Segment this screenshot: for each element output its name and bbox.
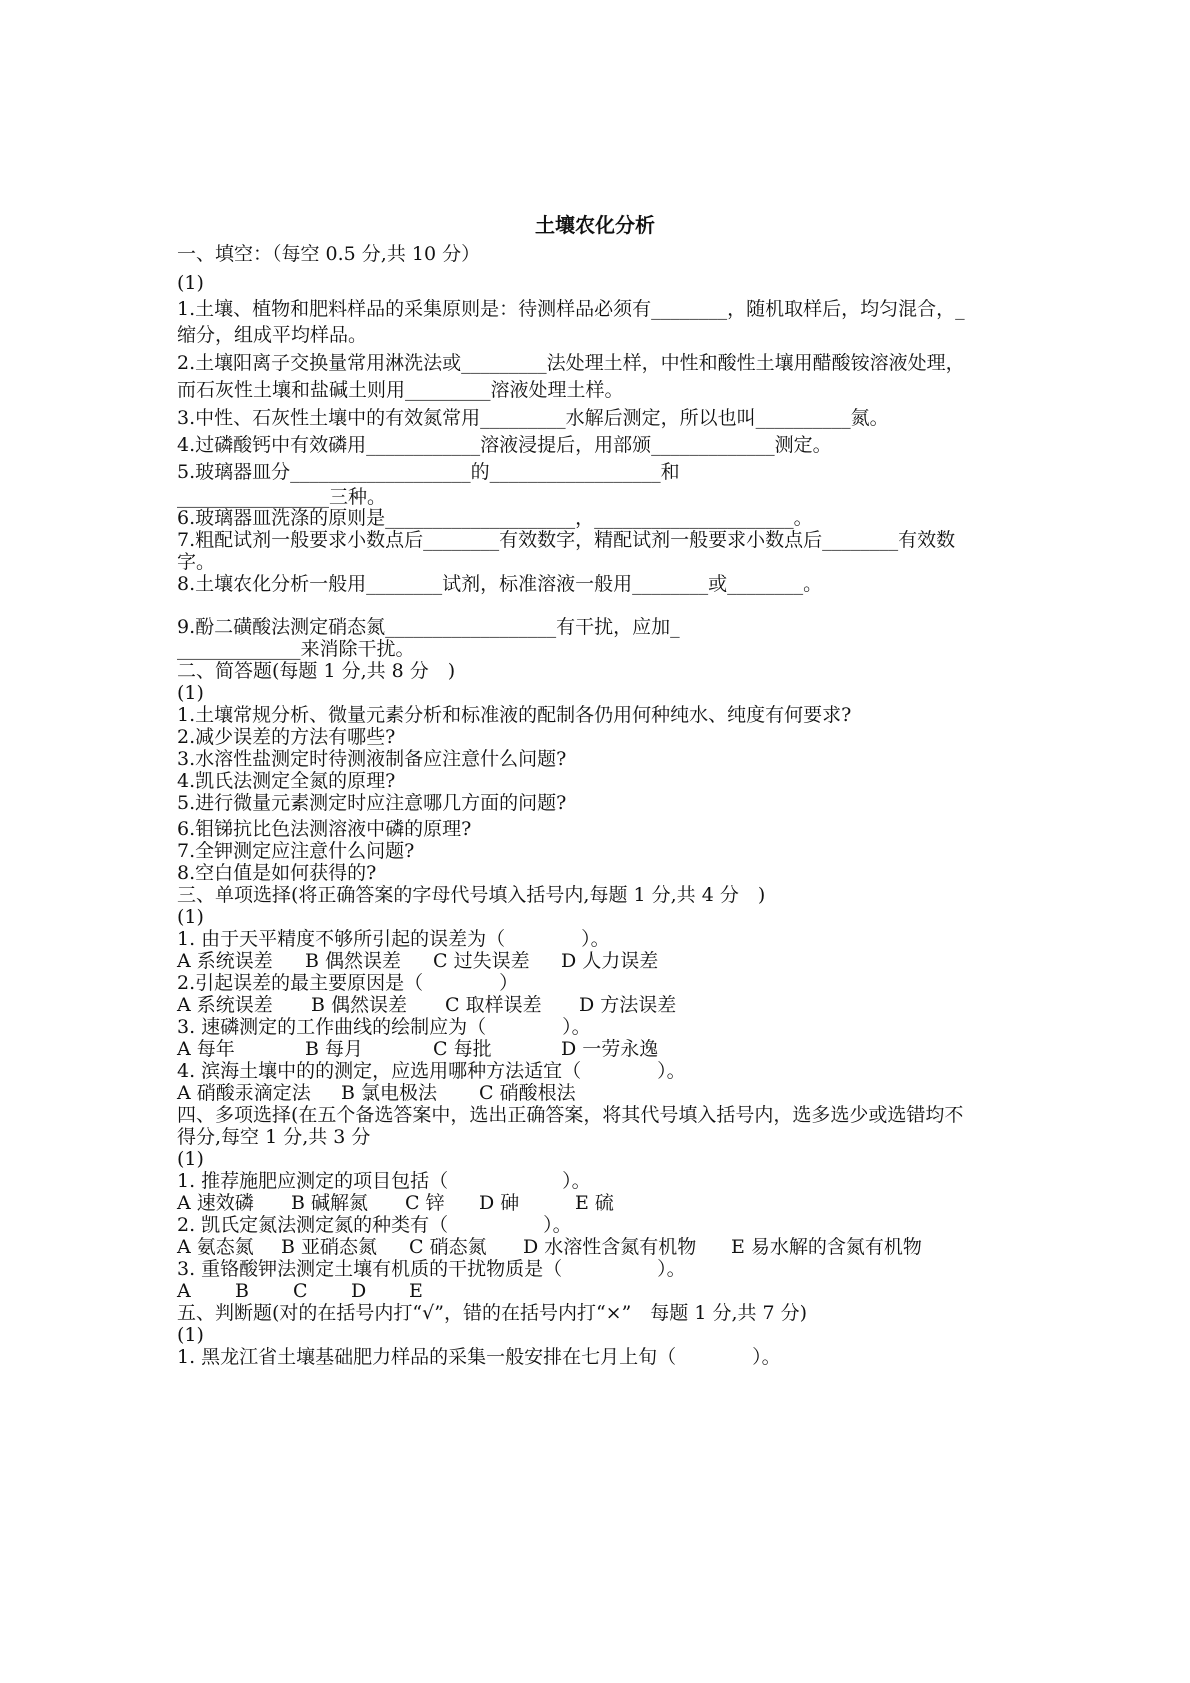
single-question: 4. 滨海土壤中的的测定，应选用哪种方法适宜（ ）。 bbox=[177, 1060, 686, 1082]
option: A 硝酸汞滴定法 bbox=[177, 1082, 311, 1104]
option: E bbox=[409, 1280, 423, 1302]
short-question: 1.土壤常规分析、微量元素分析和标准液的配制各仍用何种纯水、纯度有何要求? bbox=[177, 704, 852, 726]
option: D 方法误差 bbox=[579, 994, 677, 1016]
fill-line: 7.粗配试剂一般要求小数点后________有效数字，精配试剂一般要求小数点后________有效数 bbox=[177, 529, 956, 551]
single-options bbox=[177, 1037, 1027, 1061]
option: A 氨态氮 bbox=[177, 1236, 254, 1258]
fill-line: ________________三种。 bbox=[177, 486, 387, 508]
fill-line: 3.中性、石灰性土壤中的有效氮常用_________水解后测定，所以也叫__________氮。 bbox=[177, 407, 889, 429]
option: B bbox=[235, 1280, 249, 1302]
single-question: 3. 速磷测定的工作曲线的绘制应为（ ）。 bbox=[177, 1016, 591, 1038]
single-question: 2.引起误差的最主要原因是（ ） bbox=[177, 972, 519, 994]
fill-line: 字。 bbox=[177, 551, 216, 573]
single-question: 1. 由于天平精度不够所引起的误差为（ ）。 bbox=[177, 928, 610, 950]
option: B 偶然误差 bbox=[311, 994, 408, 1016]
option: C bbox=[293, 1280, 308, 1302]
option: D 砷 bbox=[479, 1192, 520, 1214]
option: A 每年 bbox=[177, 1038, 235, 1060]
section-heading-fill: 一、填空：（每空 0.5 分,共 10 分） bbox=[177, 243, 481, 265]
option: C 每批 bbox=[433, 1038, 492, 1060]
option: A bbox=[177, 1280, 191, 1302]
fill-line: 而石灰性土壤和盐碱土则用_________溶液处理土样。 bbox=[177, 379, 624, 401]
option: A 系统误差 bbox=[177, 950, 273, 972]
section-sub: (1) bbox=[177, 682, 204, 704]
multi-question: 3. 重铬酸钾法测定土壤有机质的干扰物质是（ ）。 bbox=[177, 1258, 686, 1280]
option: C 硝态氮 bbox=[409, 1236, 487, 1258]
short-question: 7.全钾测定应注意什么问题? bbox=[177, 840, 415, 862]
option: E 硫 bbox=[575, 1192, 614, 1214]
option: C 过失误差 bbox=[433, 950, 530, 972]
option: D 一劳永逸 bbox=[561, 1038, 659, 1060]
single-options bbox=[177, 1081, 1027, 1105]
section-sub: (1) bbox=[177, 1324, 204, 1346]
option: A 速效磷 bbox=[177, 1192, 254, 1214]
fill-line: 4.过磷酸钙中有效磷用____________溶液浸提后，用部颁_____________测定。 bbox=[177, 434, 832, 456]
section-heading-single: 三、单项选择(将正确答案的字母代号填入括号内,每题 1 分,共 4 分 ) bbox=[177, 884, 766, 906]
fill-line: 1.土壤、植物和肥料样品的采集原则是：待测样品必须有________，随机取样后，均匀混合，_ bbox=[177, 298, 965, 320]
multi-question: 1. 推荐施肥应测定的项目包括（ ）。 bbox=[177, 1170, 591, 1192]
fill-line: 2.土壤阳离子交换量常用淋洗法或_________法处理土样，中性和酸性土壤用醋酸铵溶液处理， bbox=[177, 352, 965, 374]
fill-line: 缩分，组成平均样品。 bbox=[177, 324, 368, 346]
multi-question: 2. 凯氏定氮法测定氮的种类有（ ）。 bbox=[177, 1214, 572, 1236]
option: B 亚硝态氮 bbox=[281, 1236, 378, 1258]
section-heading-multi: 四、多项选择(在五个备选答案中，选出正确答案，将其代号填入括号内，选多选少或选错均不 bbox=[177, 1104, 964, 1126]
fill-line: 8.土壤农化分析一般用________试剂，标准溶液一般用________或________。 bbox=[177, 573, 823, 595]
single-options bbox=[177, 993, 1027, 1017]
option: B 偶然误差 bbox=[305, 950, 402, 972]
section-heading-short: 二、简答题(每题 1 分,共 8 分 ) bbox=[177, 660, 456, 682]
option: A 系统误差 bbox=[177, 994, 273, 1016]
option: C 硝酸根法 bbox=[479, 1082, 576, 1104]
section-sub: (1) bbox=[177, 272, 204, 294]
short-question: 6.钼锑抗比色法测溶液中磷的原理? bbox=[177, 818, 472, 840]
fill-line: 6.玻璃器皿洗涤的原则是____________________，_____________________。 bbox=[177, 507, 813, 529]
short-question: 8.空白值是如何获得的? bbox=[177, 862, 377, 884]
option: D bbox=[351, 1280, 367, 1302]
short-question: 5.进行微量元素测定时应注意哪几方面的问题? bbox=[177, 792, 567, 814]
multi-options bbox=[177, 1235, 1027, 1259]
option: D 水溶性含氮有机物 bbox=[523, 1236, 697, 1258]
single-options bbox=[177, 949, 1027, 973]
short-question: 2.减少误差的方法有哪些? bbox=[177, 726, 396, 748]
short-question: 3.水溶性盐测定时待测液制备应注意什么问题? bbox=[177, 748, 567, 770]
section-heading-judge: 五、判断题(对的在括号内打“√”，错的在括号内打“×” 每题 1 分,共 7 分) bbox=[177, 1302, 808, 1324]
option: B 氯电极法 bbox=[341, 1082, 438, 1104]
option: B 碱解氮 bbox=[291, 1192, 369, 1214]
option: B 每月 bbox=[305, 1038, 364, 1060]
fill-line: _____________来消除干扰。 bbox=[177, 638, 415, 660]
section-sub: (1) bbox=[177, 906, 204, 928]
multi-options bbox=[177, 1191, 1027, 1215]
option: C 取样误差 bbox=[445, 994, 542, 1016]
short-question: 4.凯氏法测定全氮的原理? bbox=[177, 770, 396, 792]
fill-line: 9.酚二磺酸法测定硝态氮__________________有干扰，应加_ bbox=[177, 616, 680, 638]
multi-options bbox=[177, 1279, 1027, 1303]
option: E 易水解的含氮有机物 bbox=[731, 1236, 922, 1258]
judge-question: 1. 黑龙江省土壤基础肥力样品的采集一般安排在七月上旬（ ）。 bbox=[177, 1346, 781, 1368]
option: D 人力误差 bbox=[561, 950, 659, 972]
section-sub: (1) bbox=[177, 1148, 204, 1170]
option: C 锌 bbox=[405, 1192, 445, 1214]
section-heading-multi-cont: 得分,每空 1 分,共 3 分 bbox=[177, 1126, 371, 1148]
page-title: 土壤农化分析 bbox=[535, 213, 655, 237]
fill-line: 5.玻璃器皿分___________________的__________________和 bbox=[177, 461, 680, 483]
